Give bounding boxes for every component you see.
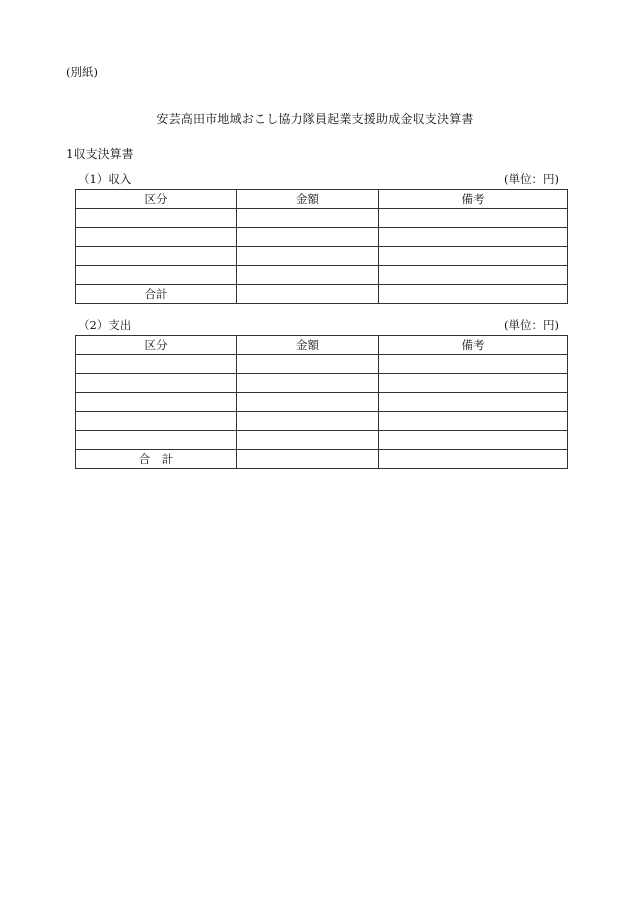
amount-cell[interactable] [237, 247, 379, 266]
amount-cell[interactable] [237, 209, 379, 228]
header-amount: 金額 [237, 190, 379, 209]
table-row [76, 228, 568, 247]
amount-cell[interactable] [237, 355, 379, 374]
table-row [76, 431, 568, 450]
amount-cell[interactable] [237, 412, 379, 431]
expense-unit: (単位：円) [504, 318, 559, 332]
amount-cell[interactable] [237, 266, 379, 285]
remarks-cell[interactable] [379, 247, 568, 266]
table-row [76, 412, 568, 431]
table-row [76, 393, 568, 412]
category-cell[interactable] [76, 393, 237, 412]
header-remarks: 備考 [379, 190, 568, 209]
total-label: 合 計 [76, 450, 237, 469]
header-category: 区分 [76, 336, 237, 355]
table-row [76, 247, 568, 266]
remarks-cell[interactable] [379, 412, 568, 431]
category-cell[interactable] [76, 266, 237, 285]
remarks-cell[interactable] [379, 393, 568, 412]
income-table [75, 189, 568, 304]
expense-total-row [76, 450, 568, 469]
category-cell[interactable] [76, 228, 237, 247]
header-amount: 金額 [237, 336, 379, 355]
attachment-label: (別紙) [66, 65, 98, 79]
income-title: （1）収入 [78, 172, 132, 186]
remarks-cell[interactable] [379, 431, 568, 450]
remarks-cell[interactable] [379, 266, 568, 285]
table-row [76, 355, 568, 374]
table-row [76, 374, 568, 393]
expense-table [75, 335, 568, 469]
expense-title: （2）支出 [78, 318, 132, 332]
category-cell[interactable] [76, 247, 237, 266]
category-cell[interactable] [76, 431, 237, 450]
remarks-cell[interactable] [379, 209, 568, 228]
income-header-row [76, 190, 568, 209]
income-unit: (単位：円) [504, 172, 559, 186]
income-total-row [76, 285, 568, 304]
total-amount-cell[interactable] [237, 285, 379, 304]
category-cell[interactable] [76, 374, 237, 393]
remarks-cell[interactable] [379, 355, 568, 374]
total-amount-cell[interactable] [237, 450, 379, 469]
amount-cell[interactable] [237, 393, 379, 412]
table-row [76, 209, 568, 228]
amount-cell[interactable] [237, 228, 379, 247]
total-label: 合計 [76, 285, 237, 304]
header-category: 区分 [76, 190, 237, 209]
document-title: 安芸高田市地域おこし協力隊員起業支援助成金収支決算書 [156, 112, 474, 126]
remarks-cell[interactable] [379, 228, 568, 247]
total-remarks-cell[interactable] [379, 450, 568, 469]
category-cell[interactable] [76, 355, 237, 374]
expense-header-row [76, 336, 568, 355]
category-cell[interactable] [76, 412, 237, 431]
category-cell[interactable] [76, 209, 237, 228]
total-remarks-cell[interactable] [379, 285, 568, 304]
amount-cell[interactable] [237, 431, 379, 450]
amount-cell[interactable] [237, 374, 379, 393]
table-row [76, 266, 568, 285]
section-title: 1収支決算書 [66, 147, 134, 161]
remarks-cell[interactable] [379, 374, 568, 393]
header-remarks: 備考 [379, 336, 568, 355]
